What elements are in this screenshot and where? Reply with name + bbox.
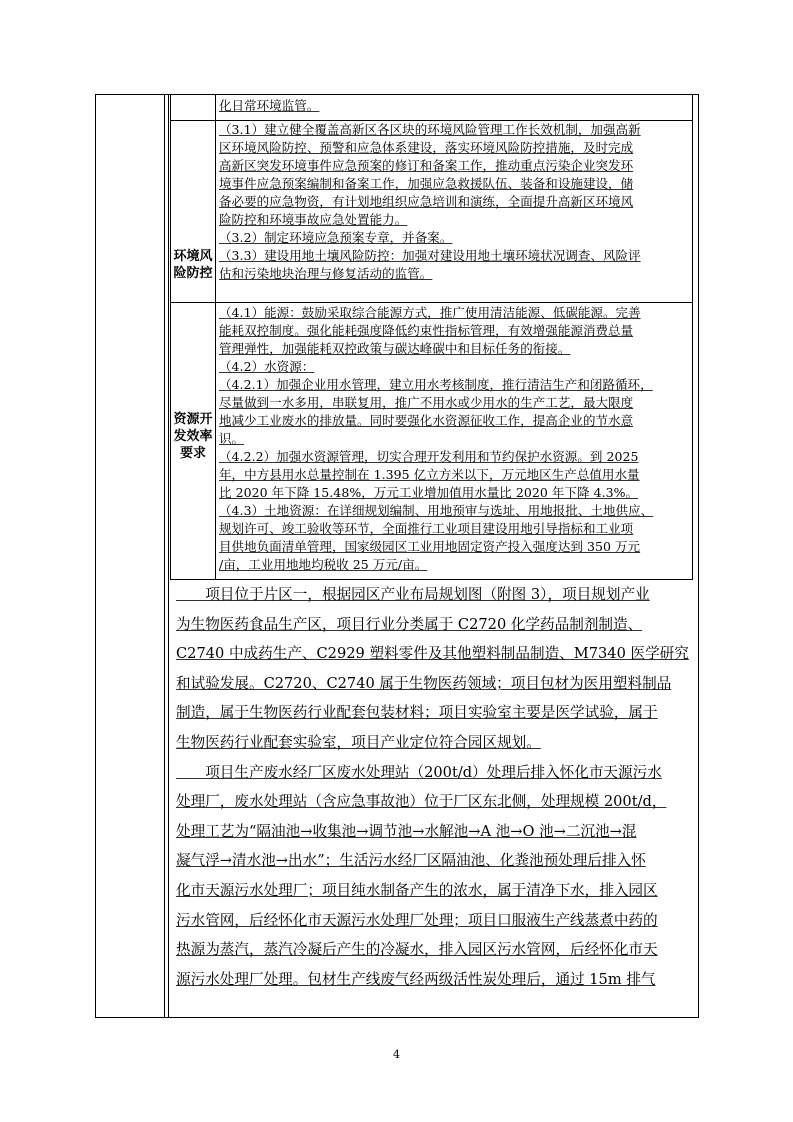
text-line: （4.2）水资源：: [219, 359, 315, 374]
text-line: 识。: [219, 431, 245, 446]
text-line: （4.3）土地资源：在详细规划编制、用地预审与选址、用地报批、土地供应、: [219, 503, 654, 518]
text-line: 源污水处理厂处理。包材生产线废气经两级活性炭处理后，通过 15m 排气: [176, 970, 656, 988]
text-line: 处理工艺为“隔油池→收集池→调节池→水解池→A 池→O 池→二沉池→混: [176, 822, 637, 840]
page-number: 4: [393, 1048, 400, 1061]
outer-column-divider: [164, 95, 165, 1017]
row-label-resource: 资源开 发效率 要求: [173, 412, 213, 461]
text-line: 处理厂，废水处理站（含应急事故池）位于厂区东北侧，处理规模 200t/d，: [176, 793, 667, 811]
text-line: 规划许可、竣工验收等环节，全面推行工业项目建设用地引导指标和工业项: [219, 521, 634, 536]
text-line: 目供地负面清单管理，国家级园区工业用地固定资产投入强度达到 350 万元: [219, 539, 641, 554]
row-divider: [171, 302, 692, 303]
text-line: 污水管网，后经怀化市天源污水处理厂处理；项目口服液生产线蒸煮中药的: [176, 911, 658, 929]
text-line: 高新区突发环境事件应急预案的修订和备案工作，推动重点污染企业突发环: [219, 158, 634, 173]
requirements-table: [170, 94, 693, 580]
row-label-risk: 环境风 险防控: [173, 249, 213, 281]
text-line: 区环境风险防控、预警和应急体系建设，落实环境风险防控措施，及时完成: [219, 140, 634, 155]
text-line: 项目位于片区一，根据园区产业布局规划图（附图 3），项目规划产业: [176, 586, 650, 603]
text-line: （4.2.1）加强企业用水管理，建立用水考核制度，推行清洁生产和闭路循环，: [219, 377, 653, 392]
text-line: 化日常环境监管。: [219, 98, 320, 113]
text-line: 和试验发展。C2720、C2740 属于生物医药领域；项目包材为医用塑料制品: [176, 674, 672, 692]
text-line: （4.1）能源：鼓励采取综合能源方式，推广使用清洁能源、低碳能源。完善: [219, 305, 641, 320]
text-line: 能耗双控制度。强化能耗强度降低约束性指标管理，有效增强能源消费总量: [219, 323, 634, 338]
text-line: 估和污染地块治理与修复活动的监管。: [219, 266, 433, 281]
row-resource-text: [219, 304, 689, 574]
text-line: 生物医药行业配套实验室，项目产业定位符合园区规划。: [176, 733, 541, 751]
text-line: C2740 中成药生产、C2929 塑料零件及其他塑料制品制造、M7340 医学研究: [176, 645, 689, 663]
text-line: 化市天源污水处理厂；项目纯水制备产生的浓水，属于清净下水，排入园区: [176, 881, 658, 899]
text-line: （4.2.2）加强水资源管理，切实合理开发利用和节约保护水资源。到 2025: [219, 449, 639, 464]
analysis-paragraphs: [176, 580, 694, 994]
text-line: 境事件应急预案编制和备案工作，加强应急救援队伍、装备和设施建设，储: [219, 176, 634, 191]
text-line: 备必要的应急物资，有计划地组织应急培训和演练，全面提升高新区环境风: [219, 194, 634, 209]
text-line: 凝气浮→清水池→出水”；生活污水经厂区隔油池、化粪池预处理后排入怀: [176, 852, 646, 870]
text-line: （3.3）建设用地土壤风险防控：加强对建设用地土壤环境状况调查、风险评: [219, 248, 641, 263]
row-top-text: [219, 97, 689, 115]
text-line: 年，中方县用水总量控制在 1.395 亿立方米以下，万元地区生产总值用水量: [219, 467, 640, 482]
text-line: 比 2020 年下降 15.48%，万元工业增加值用水量比 2020 年下降 4.3%。: [219, 485, 639, 500]
text-line: 地减少工业废水的排放量。同时要强化水资源征收工作，提高企业的节水意: [219, 413, 634, 428]
text-line: 管理弹性，加强能耗双控政策与碳达峰碳中和目标任务的衔接。: [219, 341, 571, 356]
text-line: 险防控和环境事故应急处置能力。: [219, 212, 408, 227]
text-line: 为生物医药食品生产区，项目行业分类属于 C2720 化学药品制剂制造、: [176, 615, 643, 633]
text-line: （3.2）制定环境应急预案专章，并备案。: [219, 230, 453, 245]
outer-column-divider-double: [168, 95, 169, 1017]
text-line: 热源为蒸汽，蒸汽冷凝后产生的冷凝水，排入园区污水管网，后经怀化市天: [176, 941, 658, 959]
label-column-divider: [215, 94, 216, 579]
text-line: 项目生产废水经厂区废水处理站（200t/d）处理后排入怀化市天源污水: [176, 763, 662, 781]
text-line: （3.1）建立健全覆盖高新区各区块的环境风险管理工作长效机制，加强高新: [219, 122, 641, 137]
text-line: 制造，属于生物医药行业配套包装材料；项目实验室主要是医学试验，属于: [176, 704, 658, 722]
text-line: 尽量做到一水多用，串联复用，推广不用水或少用水的生产工艺，最大限度: [219, 395, 634, 410]
text-line: /亩，工业用地地均税收 25 万元/亩。: [219, 557, 428, 572]
row-risk-text: [219, 121, 689, 283]
